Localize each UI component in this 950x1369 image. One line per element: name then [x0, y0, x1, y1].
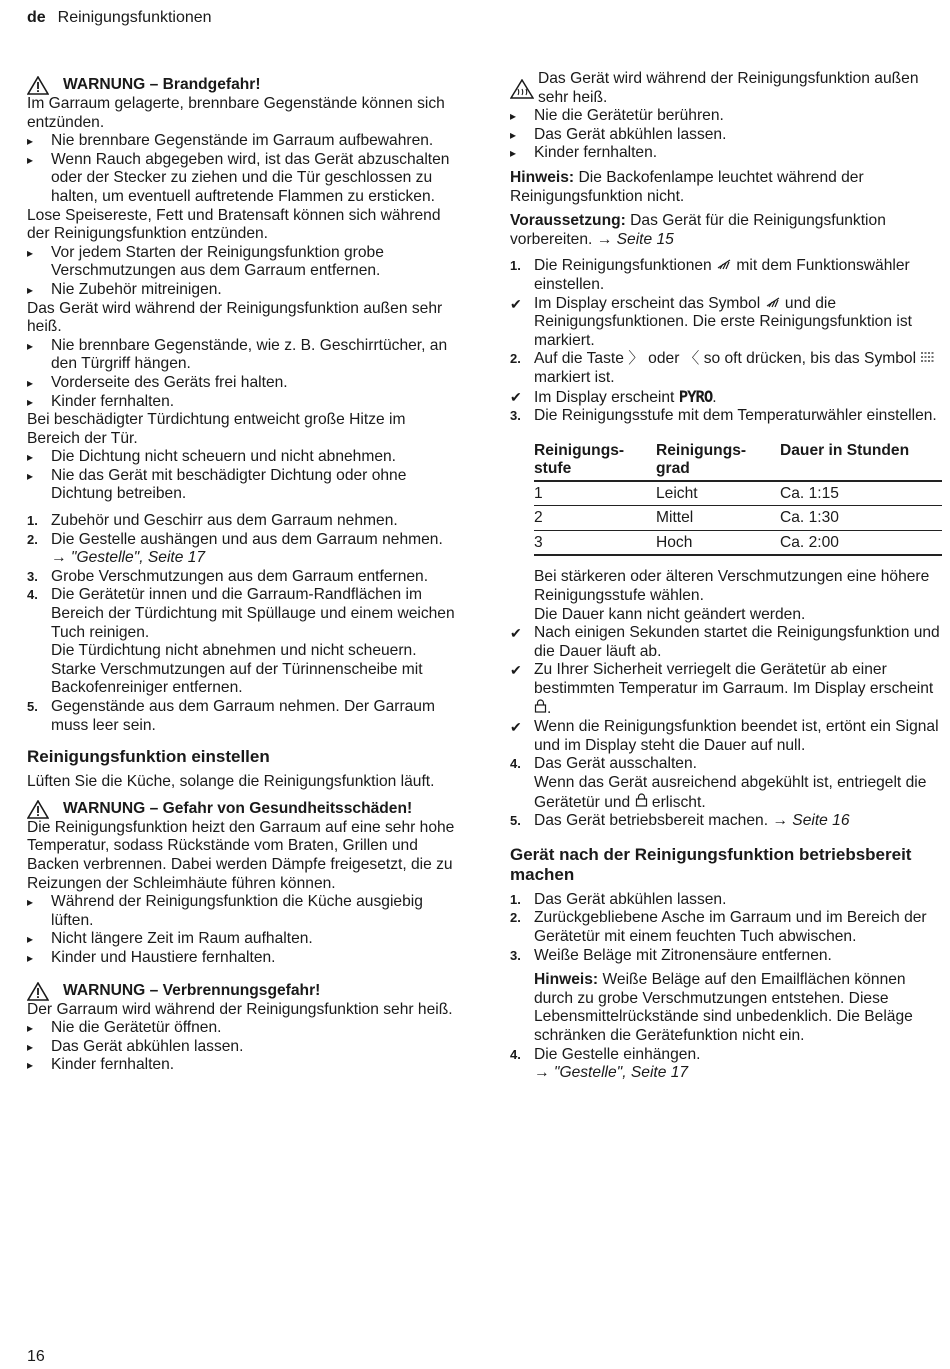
table-cell: Ca. 2:00 — [780, 530, 942, 555]
table-cell: Leicht — [656, 481, 780, 506]
bullet-list — [27, 1019, 462, 1075]
warning-triangle-icon — [27, 982, 49, 1001]
step-text: so oft drücken, bis das Symbol — [703, 350, 917, 368]
step-number: 5. — [510, 813, 521, 829]
step-item — [510, 909, 942, 946]
paragraph: Lüften Sie die Küche, solange die Reinigungsfunktion läuft. — [27, 773, 435, 791]
result-item — [510, 624, 942, 661]
check-icon: ✔ — [510, 662, 522, 679]
bullet-item: ▸ Während der Reinigungsfunktion die Küche ausgiebig lüften. — [27, 893, 462, 930]
bullet-list — [27, 132, 462, 206]
result-item: ✔ Im Display erscheint PYRO. — [510, 387, 717, 406]
step-text: Das Gerät abkühlen lassen. — [534, 890, 727, 908]
page-reference: → "Gestelle", Seite 17 — [51, 549, 206, 567]
warning-burn — [27, 982, 462, 1001]
table-cell: Ca. 1:15 — [780, 481, 942, 506]
paragraph: Bei stärkeren oder älteren Verschmutzungen eine höhere Reinigungsstufe wählen. — [534, 568, 930, 605]
section-heading: Gerät nach der Reinigungsfunktion betriebsbereit machen — [510, 844, 912, 884]
bullet-item: ▸ Kinder fernhalten. — [27, 393, 462, 412]
step-text: erlischt. — [651, 793, 706, 811]
bullet-item: ▸ Nicht längere Zeit im Raum aufhalten. — [27, 930, 462, 949]
page-reference: → "Gestelle", Seite 17 — [534, 1064, 689, 1082]
cleaning-prep-steps — [27, 512, 462, 735]
prev-key-icon: 〈 — [683, 350, 700, 368]
step-text: Starke Verschmutzungen auf der Türinnenscheibe mit Backofenreiniger entfernen. — [51, 660, 423, 697]
table-header: Dauer in Stunden — [780, 440, 942, 481]
note — [510, 971, 942, 1045]
step-text: Gegenstände aus dem Garraum nehmen. Der Garraum muss leer sein. — [51, 698, 435, 734]
check-icon: ✔ — [510, 625, 522, 642]
step-number: 5. — [27, 699, 38, 714]
table-cell: 3 — [534, 530, 656, 555]
step-item — [510, 812, 942, 831]
paragraph: Das Gerät wird während der Reinigungsfunktion außen sehr heiß. — [27, 299, 443, 336]
next-key-icon: 〉 — [628, 350, 644, 368]
result-text: Nach einigen Sekunden startet die Reinigungsfunktion und die Dauer läuft ab. — [534, 624, 940, 660]
left-column — [27, 72, 462, 1075]
bullet-item: ▸ Wenn Rauch abgegeben wird, ist das Gerät abzuschalten oder der Stecker zu ziehen und die Tür geschlossen zu halten, um eventuell auftretende Flammen zu ersticken. — [27, 151, 462, 207]
hot-surface-text: Das Gerät wird während der Reinigungsfunktion außen sehr heiß. — [538, 70, 919, 106]
bullet-item: ▸ Das Gerät abkühlen lassen. — [27, 1038, 462, 1057]
table-header: Reinigungs- grad — [656, 440, 780, 481]
step-text: Die Gerätetür innen und die Garraum-Randflächen im Bereich der Türdichtung mit Spüllauge und einem weichen Tuch reinigen. — [51, 586, 455, 641]
note-label: Hinweis: — [534, 971, 599, 989]
bullet-item: ▸ Die Dichtung nicht scheuern und nicht abnehmen. — [27, 448, 462, 467]
step-item — [27, 531, 462, 568]
bullet-list — [27, 244, 462, 300]
pyrolysis-symbol-icon — [920, 351, 936, 363]
result-item — [510, 295, 942, 351]
table-header: Reinigungs- stufe — [534, 440, 656, 481]
result-item: ✔ Zu Ihrer Sicherheit verriegelt die Gerätetür ab einer bestimmten Temperatur im Garraum. Im Display erscheint . — [510, 661, 934, 717]
step-item — [27, 586, 462, 698]
bullet-list — [27, 893, 462, 967]
result-text: Wenn die Reinigungsfunktion beendet ist, ertönt ein Signal und im Display steht die Dauer auf null. — [534, 718, 939, 754]
section-title: Reinigungsfunktionen — [57, 9, 212, 26]
step-item — [510, 350, 942, 387]
step-text: oder — [648, 350, 680, 368]
bullet-list — [510, 107, 942, 163]
step-text: Weiße Beläge mit Zitronensäure entfernen. — [534, 946, 832, 964]
warning-title: WARNUNG – Gefahr von Gesundheitsschäden! — [63, 799, 413, 817]
pyrolysis-icon — [765, 296, 781, 308]
step-number: 4. — [510, 756, 521, 772]
hot-surface-note — [510, 70, 942, 107]
bullet-item: ▸ Das Gerät abkühlen lassen. — [510, 126, 942, 145]
step-text: Die Türdichtung nicht abnehmen und nicht scheuern. — [51, 642, 417, 660]
paragraph: Die Reinigungsfunktion heizt den Garraum auf eine sehr hohe Temperatur, sodass Rückstände vom Braten, Grillen und Backen verbrennen. Dabei werden Dämpfe freigesetzt, die zu Reizungen der Schleimhäute führen können. — [27, 818, 455, 892]
result-text: Zu Ihrer Sicherheit verriegelt die Gerätetür ab einer bestimmten Temperatur im Garraum. Im Display erscheint — [534, 661, 934, 698]
prerequisite-label: Voraussetzung: — [510, 212, 626, 230]
cleaning-level-table — [534, 440, 942, 557]
step-item — [510, 1046, 942, 1083]
step-text: Auf die Taste — [534, 350, 624, 368]
result-text: und die Reinigungsfunktionen. Die erste Reinigungsfunktion ist markiert. — [534, 294, 912, 349]
prerequisite-text: Das Gerät für die Reinigungsfunktion vorbereiten. — [510, 212, 886, 248]
step-text: Die Gestelle aushängen und aus dem Garraum nehmen. — [51, 530, 443, 548]
step-item — [510, 755, 942, 812]
warning-title: WARNUNG – Brandgefahr! — [63, 76, 261, 94]
step-text: Die Gestelle einhängen. — [534, 1045, 701, 1063]
table-cell: Ca. 1:30 — [780, 506, 942, 531]
note-text: Die Backofenlampe leuchtet während der Reinigungsfunktion nicht. — [510, 168, 864, 205]
table-cell: Hoch — [656, 530, 780, 555]
note-label: Hinweis: — [510, 168, 575, 186]
step-text: Grobe Verschmutzungen aus dem Garraum entfernen. — [51, 567, 429, 585]
bullet-list — [27, 337, 462, 411]
bullet-item: ▸ Kinder fernhalten. — [27, 1056, 462, 1075]
step-item — [510, 947, 942, 966]
check-icon: ✔ — [510, 295, 522, 312]
step-item — [27, 568, 462, 587]
table-cell: Mittel — [656, 506, 780, 531]
bullet-item: ▸ Kinder und Haustiere fernhalten. — [27, 949, 462, 968]
result-text: Im Display erscheint — [534, 388, 675, 406]
result-item — [510, 718, 942, 755]
step-item — [27, 512, 462, 531]
step-text: markiert ist. — [534, 368, 615, 386]
step-number: 1. — [510, 258, 521, 274]
warning-health — [27, 800, 462, 819]
right-column — [510, 70, 942, 1083]
step-text: Das Gerät betriebsbereit machen. — [534, 812, 769, 830]
step-item — [27, 698, 462, 735]
lock-icon — [635, 793, 648, 807]
step-text: Die Reinigungsfunktionen — [534, 257, 712, 275]
section-heading: Reinigungsfunktion einstellen — [27, 747, 270, 767]
note-text: Weiße Beläge auf den Emailflächen können durch zu grobe Verschmutzungen entstehen. Diese Lebensmittelrückstände sind unbedenklich. Die Beläge schränken die Gerätefunktion nicht ein. — [534, 971, 913, 1044]
lock-icon — [534, 699, 547, 713]
step-item — [510, 407, 942, 426]
bullet-list — [27, 448, 462, 504]
bullet-item: ▸ Vor jedem Starten der Reinigungsfunktion grobe Verschmutzungen aus dem Garraum entfernen. — [27, 244, 462, 281]
step-number: 1. — [510, 891, 521, 907]
table-cell: 2 — [534, 506, 656, 531]
result-text: Im Display erscheint das Symbol — [534, 294, 761, 312]
step-number: 4. — [510, 1046, 521, 1062]
hot-surface-icon — [510, 79, 534, 99]
table-row — [534, 530, 942, 555]
warning-fire — [27, 76, 462, 95]
cleaning-steps — [510, 257, 942, 425]
step-number: 2. — [510, 910, 521, 926]
step-text: Wenn das Gerät ausreichend abgekühlt ist, entriegelt die Gerätetür und — [534, 774, 927, 811]
paragraph: Die Dauer kann nicht geändert werden. — [534, 605, 806, 623]
paragraph: Bei beschädigter Türdichtung entweicht große Hitze im Bereich der Tür. — [27, 411, 406, 447]
bullet-item: ▸ Nie die Gerätetür öffnen. — [27, 1019, 462, 1038]
page-reference: → Seite 16 — [772, 812, 850, 830]
step-number: 3. — [510, 947, 521, 963]
step-number: 3. — [510, 408, 521, 424]
paragraph: Lose Speisereste, Fett und Bratensaft können sich während der Reinigungsfunktion entzünden. — [27, 206, 441, 243]
warning-title: WARNUNG – Verbrennungsgefahr! — [63, 981, 321, 999]
bullet-item: ▸ Nie brennbare Gegenstände, wie z. B. Geschirrtücher, an den Türgriff hängen. — [27, 337, 462, 374]
note — [510, 169, 942, 206]
step-text: mit dem Funktionswähler einstellen. — [534, 257, 910, 293]
check-icon: ✔ — [510, 388, 522, 405]
table-cell: 1 — [534, 481, 656, 506]
page-number: 16 — [27, 1348, 45, 1365]
step-number: 2. — [510, 351, 521, 367]
step-item — [510, 891, 942, 910]
bullet-item: ▸ Kinder fernhalten. — [510, 144, 942, 163]
step-number: 1. — [27, 513, 38, 529]
step-number: 3. — [27, 568, 38, 584]
bullet-item: ▸ Nie das Gerät mit beschädigter Dichtung oder ohne Dichtung betreiben. — [27, 467, 462, 504]
table-row — [534, 506, 942, 531]
step-item — [510, 257, 942, 294]
bullet-item: ▸ Nie Zubehör mitreinigen. — [27, 281, 462, 300]
step-number: 2. — [27, 531, 38, 547]
ready-steps — [510, 891, 942, 965]
step-text: Das Gerät ausschalten. — [534, 755, 697, 773]
bullet-item: ▸ Vorderseite des Geräts frei halten. — [27, 374, 462, 393]
warning-triangle-icon — [27, 76, 49, 95]
paragraph: Der Garraum wird während der Reinigungsfunktion sehr heiß. — [27, 1000, 453, 1018]
page-reference: → Seite 15 — [596, 230, 674, 248]
paragraph: Im Garraum gelagerte, brennbare Gegenstände können sich entzünden. — [27, 95, 445, 131]
step-text: Die Reinigungsstufe mit dem Temperaturwähler einstellen. — [534, 407, 937, 425]
bullet-item: ▸ Nie die Gerätetür berühren. — [510, 107, 942, 126]
page-header — [27, 9, 212, 28]
warning-triangle-icon — [27, 800, 49, 819]
step-number: 4. — [27, 587, 38, 603]
table-row — [534, 481, 942, 506]
prerequisite — [510, 212, 942, 249]
step-text: Zubehör und Geschirr aus dem Garraum nehmen. — [51, 512, 398, 530]
step-text: Zurückgebliebene Asche im Garraum und im Bereich der Gerätetür mit einem feuchten Tuch abwischen. — [534, 909, 927, 945]
pyro-display-text: PYRO — [678, 387, 713, 406]
check-icon: ✔ — [510, 719, 522, 736]
pyrolysis-icon — [716, 258, 732, 270]
bullet-item: ▸ Nie brennbare Gegenstände im Garraum aufbewahren. — [27, 132, 462, 151]
language-code: de — [27, 9, 46, 26]
